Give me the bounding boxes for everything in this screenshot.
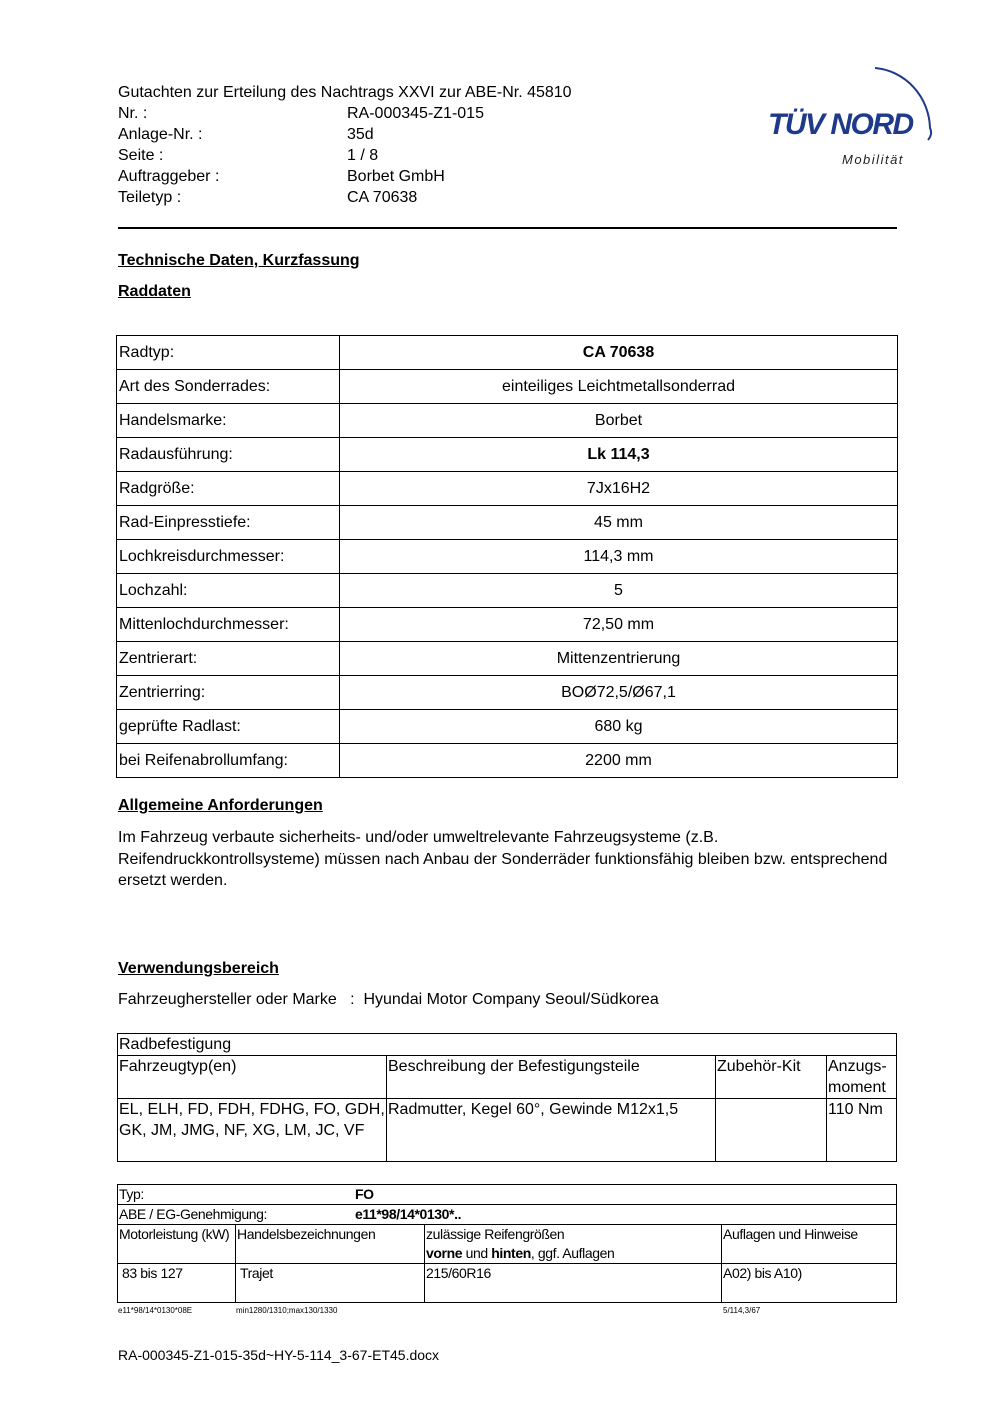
table-label: Handelsmarke: — [117, 404, 340, 438]
header-label: Anlage-Nr. : — [118, 126, 203, 143]
table-value: einteiliges Leichtmetallsonderrad — [340, 370, 898, 404]
document-header — [118, 82, 572, 208]
table-label: Mittenlochdurchmesser: — [117, 608, 340, 642]
table-label: Lochzahl: — [117, 574, 340, 608]
sizes-header-rear: hinten — [491, 1245, 531, 1261]
wheel-data-table — [116, 335, 898, 778]
table-row — [117, 574, 898, 608]
table-label: Radtyp: — [117, 336, 340, 370]
header-row — [118, 166, 572, 187]
header-value: 35d — [347, 126, 374, 143]
table-value: CA 70638 — [340, 336, 898, 370]
table-cell: 215/60R16 — [425, 1264, 722, 1303]
wheel-fixing-table — [117, 1033, 897, 1162]
sizes-header-and: und — [462, 1245, 492, 1261]
table-value: 680 kg — [340, 710, 898, 744]
table-cell — [716, 1099, 827, 1162]
table-cell: EL, ELH, FD, FDH, FDHG, FO, GDH, GK, JM, JMG, NF, XG, LM, JC, VF — [118, 1099, 387, 1162]
table-label: Radausführung: — [117, 438, 340, 472]
header-row — [118, 103, 572, 124]
table-value: 2200 mm — [340, 744, 898, 778]
table-header-row — [118, 1225, 897, 1264]
table-row — [117, 744, 898, 778]
header-divider — [118, 227, 897, 229]
table-cell: A02) bis A10) — [722, 1264, 897, 1303]
type-value: FO — [355, 1186, 374, 1202]
type-label: Typ: — [119, 1186, 144, 1202]
type-cell — [118, 1185, 897, 1205]
rolling-circumference-note: min1280/1310;max130/1330 — [236, 1306, 338, 1315]
logo-wordmark: TÜV NORD — [768, 108, 913, 141]
table-row — [117, 710, 898, 744]
header-label: Nr. : — [118, 105, 148, 122]
header-row — [118, 187, 572, 208]
sizes-header-line1: zulässige Reifengrößen — [426, 1226, 565, 1242]
table-label: Radgröße: — [117, 472, 340, 506]
maker-separator: : — [350, 991, 355, 1008]
header-label: Auftraggeber : — [118, 168, 220, 185]
approval-value: e11*98/14*0130*.. — [355, 1206, 462, 1222]
tyre-table — [117, 1184, 897, 1303]
tuv-nord-logo — [765, 58, 940, 173]
table-value: 7Jx16H2 — [340, 472, 898, 506]
table-row — [117, 608, 898, 642]
table-value: 45 mm — [340, 506, 898, 540]
table-row — [118, 1264, 897, 1303]
table-row — [118, 1099, 897, 1162]
fixing-table-title: Radbefestigung — [118, 1034, 897, 1056]
header-row — [118, 145, 572, 166]
column-header: Beschreibung der Befestigungsteile — [387, 1056, 716, 1099]
table-value: 114,3 mm — [340, 540, 898, 574]
logo-subtitle: Mobilität — [842, 152, 904, 167]
vehicle-maker-line — [118, 991, 659, 1009]
table-header-row — [118, 1056, 897, 1099]
table-label: Rad-Einpresstiefe: — [117, 506, 340, 540]
column-header — [425, 1225, 722, 1264]
table-row — [117, 438, 898, 472]
table-row — [117, 472, 898, 506]
section-heading-technical: Technische Daten, Kurzfassung — [118, 252, 360, 269]
approval-code-note: e11*98/14*0130*08E — [118, 1306, 193, 1315]
header-row — [118, 124, 572, 145]
table-row — [117, 506, 898, 540]
type-row — [118, 1185, 897, 1205]
column-header: Auflagen und Hinweise — [722, 1225, 897, 1264]
table-row — [117, 540, 898, 574]
column-header: Anzugs-moment — [827, 1056, 897, 1099]
table-title-row — [118, 1034, 897, 1056]
table-row — [117, 370, 898, 404]
header-label: Teiletyp : — [118, 189, 182, 206]
table-label: bei Reifenabrollumfang: — [117, 744, 340, 778]
table-value: Borbet — [340, 404, 898, 438]
header-value: Borbet GmbH — [347, 168, 445, 185]
table-row — [117, 404, 898, 438]
header-label: Seite : — [118, 147, 164, 164]
table-value: BOØ72,5/Ø67,1 — [340, 676, 898, 710]
section-heading-usage: Verwendungsbereich — [118, 960, 279, 977]
table-label: geprüfte Radlast: — [117, 710, 340, 744]
table-row — [117, 676, 898, 710]
maker-label: Fahrzeughersteller oder Marke — [118, 991, 337, 1008]
table-row — [117, 336, 898, 370]
table-label: Zentrierring: — [117, 676, 340, 710]
column-header: Fahrzeugtyp(en) — [118, 1056, 387, 1099]
table-value: Mittenzentrierung — [340, 642, 898, 676]
document-title: Gutachten zur Erteilung des Nachtrags XXVI zur ABE-Nr. 45810 — [118, 84, 572, 101]
table-cell: Radmutter, Kegel 60°, Gewinde M12x1,5 — [387, 1099, 716, 1162]
approval-row — [118, 1205, 897, 1225]
table-label: Lochkreisdurchmesser: — [117, 540, 340, 574]
sizes-header-rest: , ggf. Auflagen — [530, 1245, 615, 1261]
table-value: Lk 114,3 — [340, 438, 898, 472]
header-value: 1 / 8 — [347, 147, 379, 164]
header-value: CA 70638 — [347, 189, 418, 206]
header-title-row — [118, 82, 572, 103]
table-value: 72,50 mm — [340, 608, 898, 642]
bolt-pattern-note: 5/114,3/67 — [723, 1306, 761, 1315]
table-row — [117, 642, 898, 676]
table-value: 5 — [340, 574, 898, 608]
table-cell: Trajet — [236, 1264, 425, 1303]
approval-cell — [118, 1205, 897, 1225]
header-value: RA-000345-Z1-015 — [347, 105, 484, 122]
section-heading-general: Allgemeine Anforderungen — [118, 797, 323, 814]
column-header: Handelsbezeichnungen — [236, 1225, 425, 1264]
table-cell: 110 Nm — [827, 1099, 897, 1162]
section-heading-wheel: Raddaten — [118, 283, 191, 300]
column-header: Zubehör-Kit — [716, 1056, 827, 1099]
table-label: Art des Sonderrades: — [117, 370, 340, 404]
document-footer: RA-000345-Z1-015-35d~HY-5-114_3-67-ET45.docx — [118, 1347, 440, 1363]
maker-value: Hyundai Motor Company Seoul/Südkorea — [363, 991, 659, 1008]
general-requirements-text: Im Fahrzeug verbaute sicherheits- und/oder umweltrelevante Fahrzeugsysteme (z.B. Reifendruckkontrollsysteme) müssen nach Anbau der Sonderräder funktionsfähig bleiben bzw. entsprechend ersetzt werden. — [118, 829, 888, 889]
column-header: Motorleistung (kW) — [118, 1225, 236, 1264]
sizes-header-front: vorne — [426, 1245, 463, 1261]
approval-label: ABE / EG-Genehmigung: — [119, 1206, 268, 1222]
table-cell: 83 bis 127 — [118, 1264, 236, 1303]
table-label: Zentrierart: — [117, 642, 340, 676]
